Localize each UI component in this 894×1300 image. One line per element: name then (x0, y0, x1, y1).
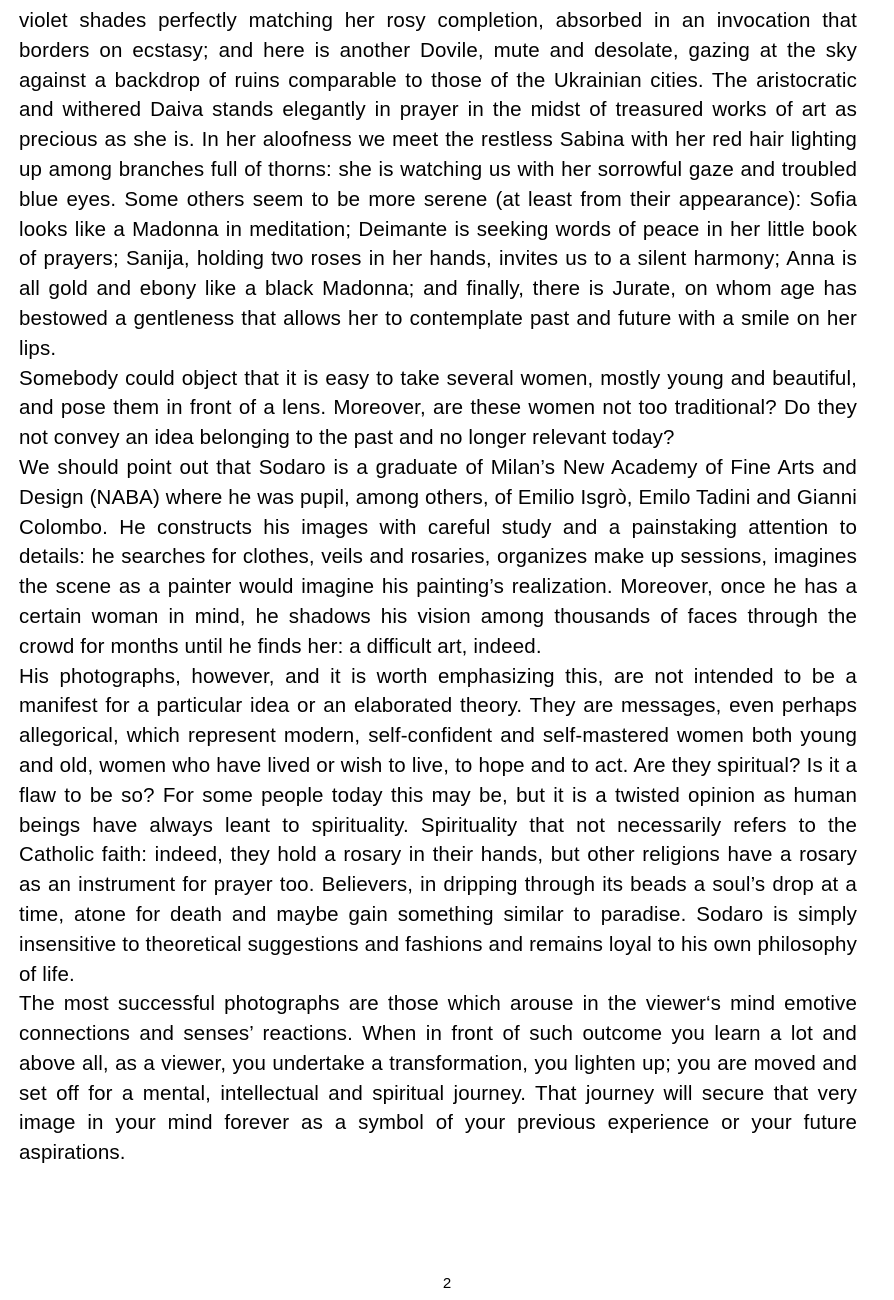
paragraph-photographs-messages: His photographs, however, and it is worth emphasizing this, are not intended to be a manifest for a particular idea or an elaborated theory. They are messages, even perhaps allegorical, which represent modern, self-confident and self-mastered women both young and old, women who have lived or wish to live, to hope and to act. Are they spiritual? Is it a flaw to be so? For some people today this may be, but it is a twisted opinion as human beings have always leant to spirituality. Spirituality that not necessarily refers to the Catholic faith: indeed, they hold a rosary in their hands, but other religions have a rosary as an instrument for prayer too. Believers, in dripping through its beads a soul’s drop at a time, atone for death and maybe gain something similar to paradise. Sodaro is simply insensitive to theoretical suggestions and fashions and remains loyal to his own philosophy of life. (19, 664, 857, 986)
paragraph-sodaro-background: We should point out that Sodaro is a graduate of Milan’s New Academy of Fine Arts and Design (NABA) where he was pupil, among others, of Emilio Isgrò, Emilo Tadini and Gianni Colombo. He constructs his images with careful study and a painstaking attention to details: he searches for clothes, veils and rosaries, organizes make up sessions, imagines the scene as a painter would imagine his painting’s realization. Moreover, once he has a certain woman in mind, he shadows his vision among thousands of faces through the crowd for months until he finds her: a difficult art, indeed. (19, 455, 857, 658)
page-number: 2 (442, 1275, 452, 1292)
paragraph-portraits: violet shades perfectly matching her rosy completion, absorbed in an invocation that borders on ecstasy; and here is another Dovile, mute and desolate, gazing at the sky against a backdrop of ruins comparable to those of the Ukrainian cities. The aristocratic and withered Daiva stands elegantly in prayer in the midst of treasured works of art as precious as she is. In her aloofness we meet the restless Sabina with her red hair lighting up among branches full of thorns: she is watching us with her sorrowful gaze and troubled blue eyes. Some others seem to be more serene (at least from their appearance): Sofia looks like a Madonna in meditation; Deimante is seeking words of peace in her little book of prayers; Sanija, holding two roses in her hands, invites us to a silent harmony; Anna is all gold and ebony like a black Madonna; and finally, there is Jurate, on whom age has bestowed a gentleness that allows her to contemplate past and future with a smile on her lips. (19, 9, 857, 360)
document-body (19, 6, 857, 1168)
paragraph-objection: Somebody could object that it is easy to take several women, mostly young and beautiful, and pose them in front of a lens. Moreover, are these women not too traditional? Do they not convey an idea belonging to the past and no longer relevant today? (19, 366, 857, 450)
paragraph-successful-photographs: The most successful photographs are those which arouse in the viewer‘s mind emotive connections and senses’ reactions. When in front of such outcome you learn a lot and above all, as a viewer, you undertake a transformation, you lighten up; you are moved and set off for a mental, intellectual and spiritual journey. That journey will secure that very image in your mind forever as a symbol of your previous experience or your future aspirations. (19, 992, 857, 1165)
